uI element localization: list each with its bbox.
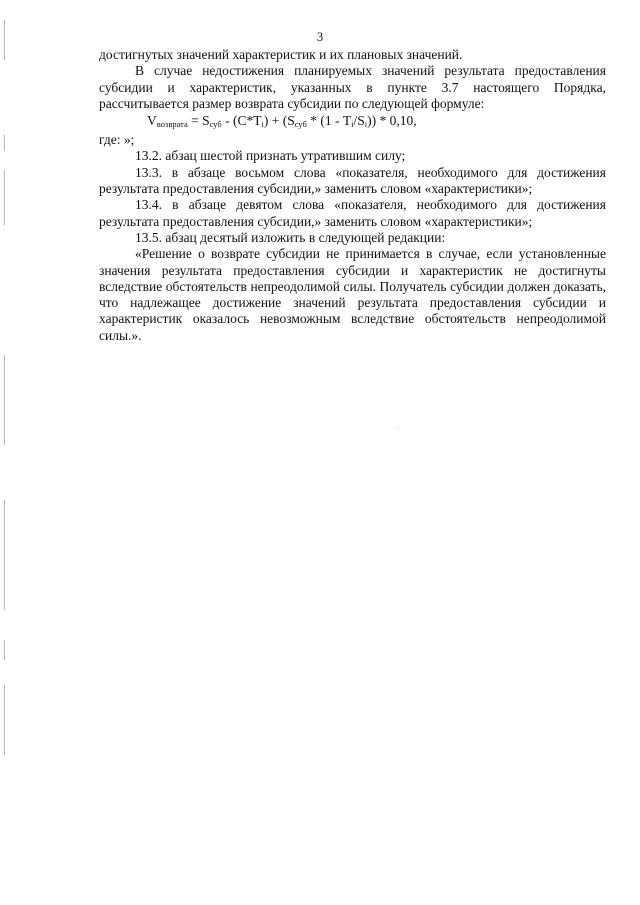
scan-mark (4, 170, 5, 225)
formula-v: V (147, 113, 157, 129)
scan-mark (4, 685, 5, 755)
paragraph-13-4: 13.4. в абзаце девятом слова «показателя, необходимого для достижения результата предоставления субсидии,» заменить словом «характеристики»; (99, 197, 606, 229)
paragraph-quote: «Решение о возврате субсидии не принимается в случае, если установленные значения результата предоставления субсидии и характеристик не достигнуты вследствие обстоятельств непреодолимой силы. Получатель субсидии должен доказать, что надлежащее достижение значений результата предоставления субсидии и характеристик оказалось невозможным вследствие обстоятельств непреодолимой силы.». (99, 246, 606, 343)
paragraph-13-3: 13.3. в абзаце восьмом слова «показателя, необходимого для достижения результата предоставления субсидии,» заменить словом «характеристики»; (99, 164, 606, 197)
formula-equals: = S (187, 113, 210, 129)
paragraph-continuation: достигнутых значений характеристик и их плановых значений. (99, 47, 463, 62)
formula-part-5: /S (353, 113, 365, 129)
formula-s-subscript-3: i (364, 119, 368, 130)
scan-mark (4, 135, 5, 151)
paragraph-13-5: 13.5. абзац десятый изложить в следующей редакции: (135, 229, 446, 245)
scan-speck (397, 427, 398, 428)
scan-mark (4, 500, 5, 610)
refund-formula (99, 112, 606, 131)
formula-part-3: ) + (S (263, 113, 295, 129)
paragraph-13-2: 13.2. абзац шестой признать утратившим силу; (135, 148, 406, 164)
formula-where: где: »; (99, 132, 135, 148)
formula-part-4: * (1 - T (306, 113, 352, 129)
formula-s-subscript-2: суб (294, 119, 307, 130)
scan-mark (4, 355, 5, 445)
formula-part-2: - (C*T (221, 113, 262, 129)
formula-t-subscript-2: i (351, 119, 354, 130)
document-body (99, 47, 606, 344)
formula-t-subscript-1: i (261, 119, 264, 130)
scan-mark (4, 20, 5, 60)
page-number: 3 (316, 30, 324, 44)
paragraph-refund-condition: В случае недостижения планируемых значений результата предоставления субсидии и характеристик, указанных в пункте 3.7 настоящего Порядка, рассчитывается размер возврата субсидии по следующей формуле: (99, 63, 606, 111)
formula-v-subscript: возврата (156, 119, 188, 130)
formula-part-6: )) * 0,10, (367, 113, 417, 129)
scan-mark (4, 640, 5, 660)
formula-s-subscript-1: суб (209, 119, 222, 130)
